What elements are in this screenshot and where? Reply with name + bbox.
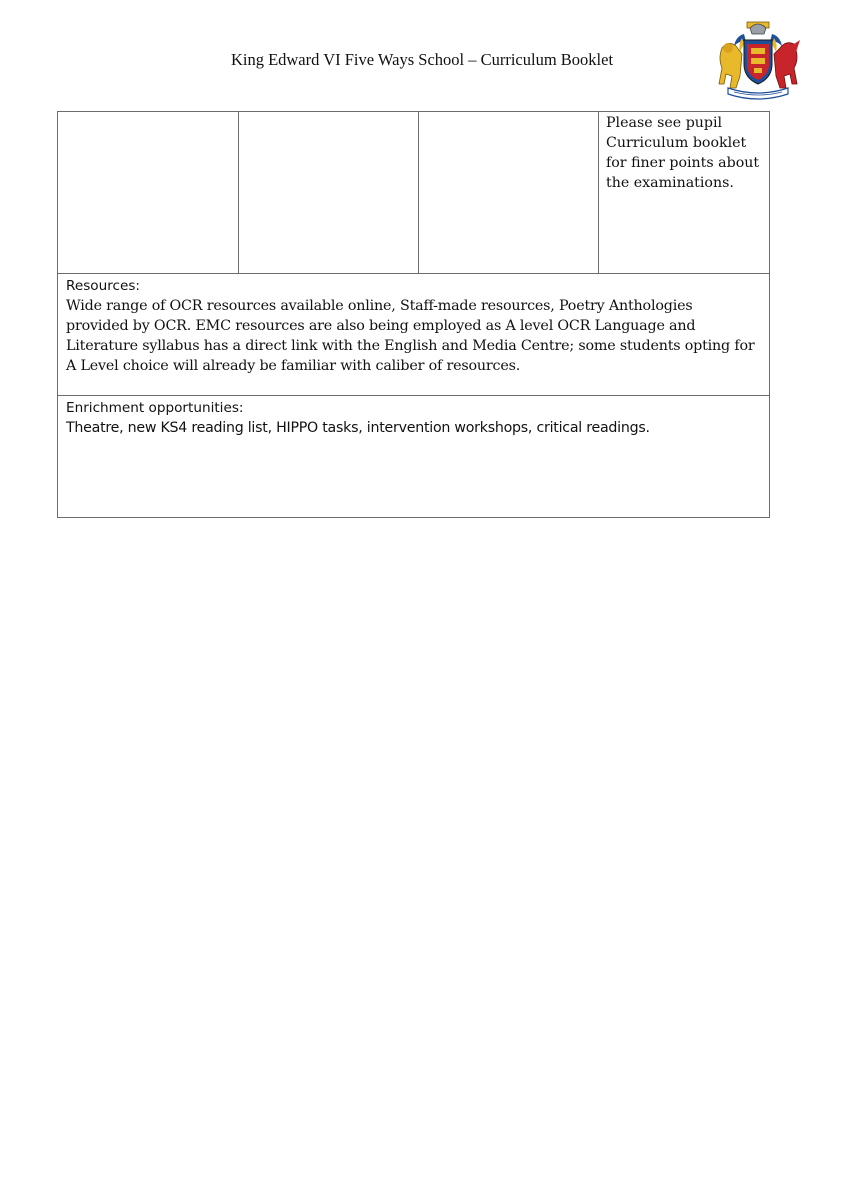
enrichment-label: Enrichment opportunities: bbox=[66, 400, 244, 416]
exam-note-line: for finer points about bbox=[606, 155, 760, 171]
page-header-title: King Edward VI Five Ways School – Curriculum Booklet bbox=[230, 50, 614, 69]
table-row bbox=[58, 274, 770, 396]
school-crest-icon bbox=[714, 18, 802, 102]
enrichment-cell bbox=[58, 396, 770, 518]
exam-note-line: Curriculum booklet bbox=[606, 135, 747, 151]
table-row bbox=[58, 396, 770, 518]
exam-note-line: Please see pupil bbox=[606, 115, 723, 131]
table-cell-empty-3 bbox=[419, 112, 599, 274]
resources-line: Wide range of OCR resources available online, Staff-made resources, Poetry Anthologies bbox=[66, 298, 693, 314]
resources-line: Literature syllabus has a direct link with the English and Media Centre; some students opting for bbox=[66, 338, 755, 354]
resources-line: provided by OCR. EMC resources are also being employed as A level OCR Language and bbox=[66, 318, 696, 334]
exam-note-line: the examinations. bbox=[606, 175, 734, 191]
resources-line: A Level choice will already be familiar with caliber of resources. bbox=[66, 358, 521, 374]
resources-label: Resources: bbox=[66, 278, 141, 294]
table-row bbox=[58, 112, 770, 274]
table-cell-empty-1 bbox=[58, 112, 239, 274]
table-cell-empty-2 bbox=[239, 112, 419, 274]
exam-note-cell bbox=[599, 112, 770, 274]
resources-cell bbox=[58, 274, 770, 396]
enrichment-text: Theatre, new KS4 reading list, HIPPO tasks, intervention workshops, critical readings. bbox=[66, 420, 650, 436]
curriculum-table bbox=[57, 111, 770, 518]
